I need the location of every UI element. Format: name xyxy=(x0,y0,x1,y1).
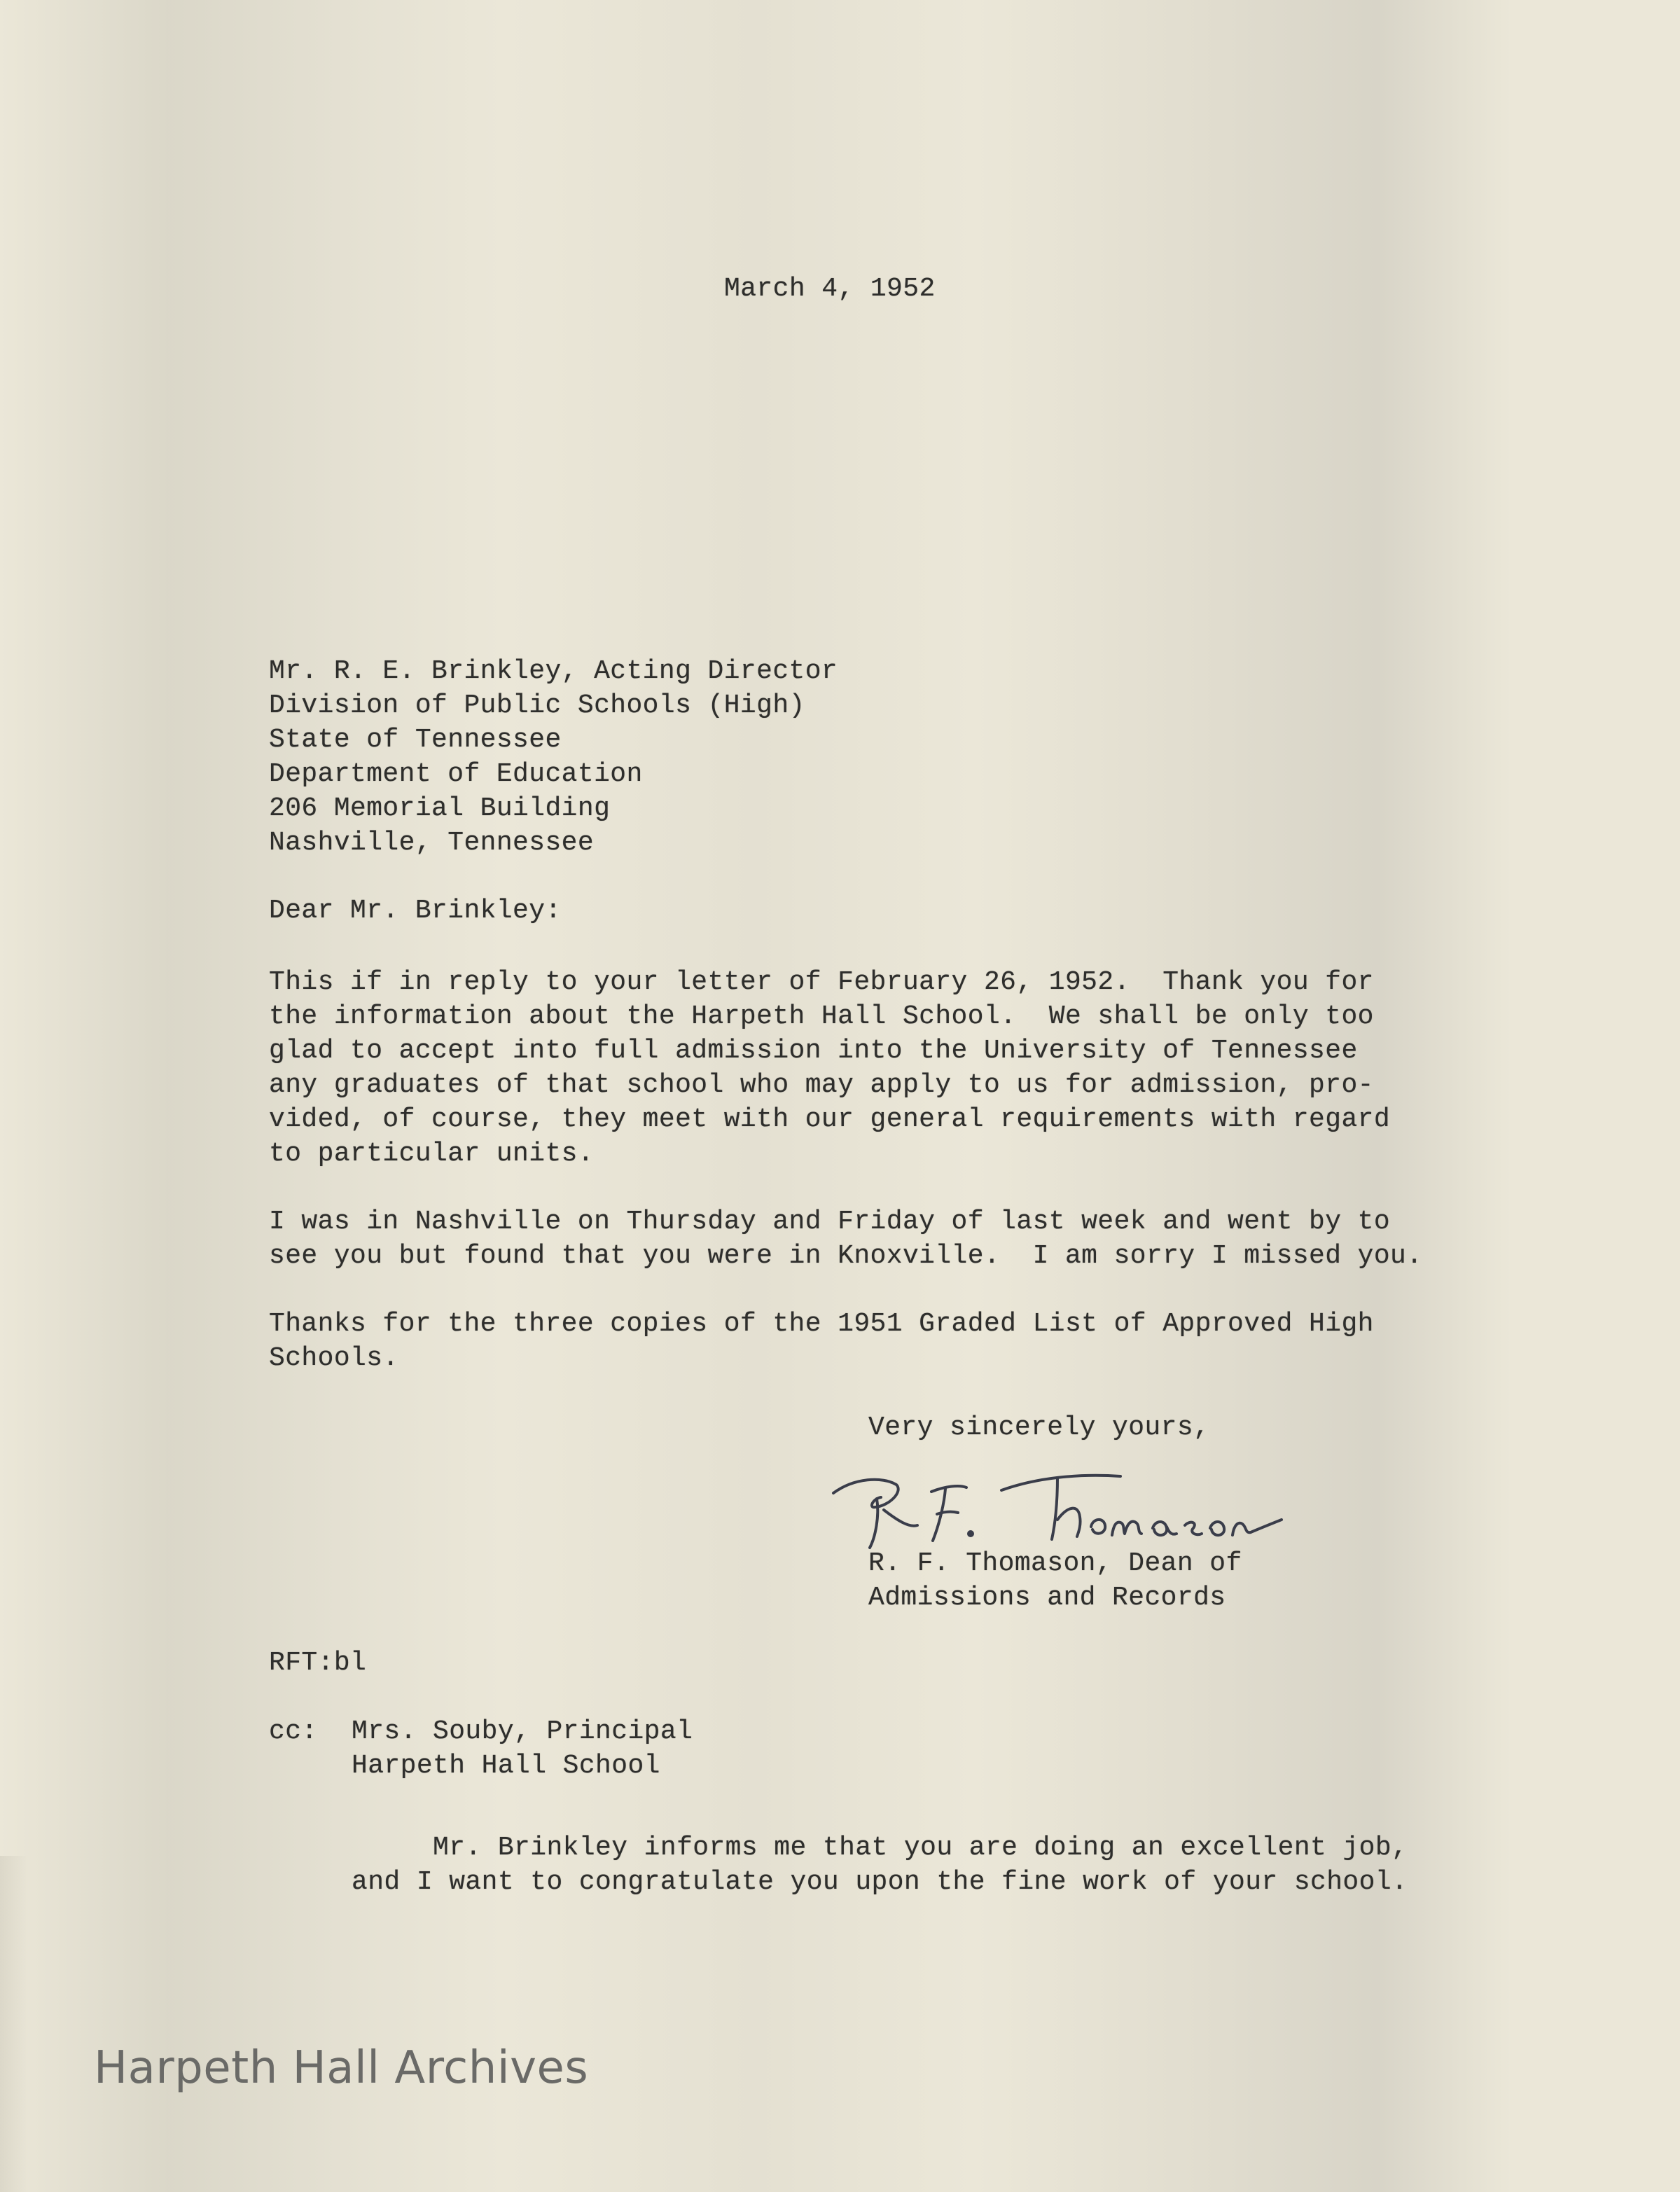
salutation: Dear Mr. Brinkley: xyxy=(269,896,562,926)
address-line: Department of Education xyxy=(269,759,643,789)
cc-label: cc: xyxy=(269,1716,318,1747)
address-line: Mr. R. E. Brinkley, Acting Director xyxy=(269,656,838,686)
paragraph-line: to particular units. xyxy=(269,1139,595,1169)
address-line: Division of Public Schools (High) xyxy=(269,691,805,721)
body-paragraph-2 xyxy=(269,1205,1422,1273)
reference-initials: RFT:bl xyxy=(269,1648,367,1678)
paragraph-line: any graduates of that school who may apply to us for admission, pro- xyxy=(269,1070,1374,1100)
handwritten-signature xyxy=(826,1450,1373,1555)
postscript-line: Mr. Brinkley informs me that you are doing an excellent job, xyxy=(352,1833,1408,1863)
cc-line: Mrs. Souby, Principal xyxy=(352,1716,693,1747)
address-line: Nashville, Tennessee xyxy=(269,828,595,858)
paragraph-line: see you but found that you were in Knoxville. I am sorry I missed you. xyxy=(269,1241,1423,1271)
address-line: 206 Memorial Building xyxy=(269,793,611,824)
archive-watermark: Harpeth Hall Archives xyxy=(94,2042,589,2094)
signatory-line: Admissions and Records xyxy=(868,1583,1226,1613)
paragraph-line: vided, of course, they meet with our general requirements with regard xyxy=(269,1104,1391,1135)
complimentary-closing: Very sincerely yours, xyxy=(868,1413,1210,1443)
paragraph-line: Schools. xyxy=(269,1343,399,1373)
paragraph-line: Thanks for the three copies of the 1951 Graded List of Approved High xyxy=(269,1309,1374,1339)
body-paragraph-3 xyxy=(269,1307,1374,1375)
address-line: State of Tennessee xyxy=(269,725,562,755)
page-edge-shadow xyxy=(0,1856,28,2192)
signatory-block xyxy=(868,1546,1242,1615)
paragraph-line: glad to accept into full admission into the University of Tennessee xyxy=(269,1036,1358,1066)
paragraph-line: I was in Nashville on Thursday and Friday of last week and went by to xyxy=(269,1207,1391,1237)
signatory-line: R. F. Thomason, Dean of xyxy=(868,1548,1242,1579)
recipient-address-block xyxy=(269,654,838,860)
paragraph-line: the information about the Harpeth Hall School. We shall be only too xyxy=(269,1001,1374,1032)
postscript-paragraph xyxy=(352,1831,1408,1899)
postscript-line: and I want to congratulate you upon the fine work of your school. xyxy=(352,1867,1408,1897)
body-paragraph-1 xyxy=(269,965,1390,1171)
cc-line: Harpeth Hall School xyxy=(352,1751,660,1781)
letter-date: March 4, 1952 xyxy=(724,274,936,304)
paragraph-line: This if in reply to your letter of February 26, 1952. Thank you for xyxy=(269,967,1374,997)
cc-recipient-block xyxy=(352,1714,693,1783)
